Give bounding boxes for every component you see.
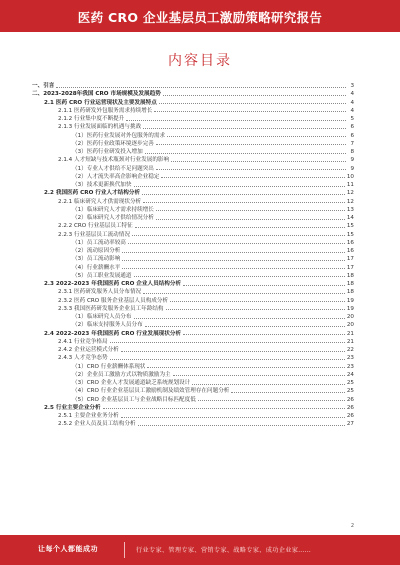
toc-entry-text: 2.4.1 行业竞争格局 [58, 338, 108, 345]
toc-leader-dots [166, 309, 345, 310]
toc-entry-text: （2）医药行业政策环境逐步完善 [72, 140, 154, 147]
toc-entry-page: 19 [346, 297, 354, 304]
toc-entry-text: 2.1.2 行业集中度不断提升 [58, 116, 125, 122]
toc-entry[interactable] [32, 165, 354, 173]
toc-entry-page: 27 [346, 421, 354, 428]
toc-entry-page: 20 [346, 314, 354, 320]
toc-leader-dots [103, 408, 345, 409]
toc-entry-text: 2.3 2022-2023 年我国医药 CRO 企业人员结构分析 [44, 281, 182, 287]
toc-entry-text: 2.3.3 我国医药研发服务企业员工年龄结构 [58, 305, 164, 312]
toc-entry-page: 4 [350, 99, 354, 106]
toc-leader-dots [134, 186, 345, 187]
toc-entry[interactable] [32, 363, 354, 371]
toc-entry-text: （2）流动原因分析 [72, 248, 121, 254]
toc-entry-page: 15 [346, 231, 354, 238]
toc-entry-text: （5）员工职业发展通道 [72, 272, 132, 279]
toc-leader-dots [161, 177, 344, 178]
toc-entry-text: （2）人才流失率高企影响企业稳定 [72, 173, 160, 180]
toc-entry[interactable] [32, 206, 354, 214]
toc-entry-page: 18 [346, 289, 354, 296]
toc-entry[interactable] [32, 90, 354, 98]
toc-entry-page: 15 [346, 223, 354, 230]
toc-entry-page: 26 [346, 396, 354, 403]
toc-entry-page: 4 [350, 107, 354, 114]
toc-entry-text: 2.2.1 临床研究人才供需现状分析 [58, 198, 142, 205]
toc-entry[interactable] [32, 272, 354, 280]
toc-entry[interactable] [32, 379, 354, 387]
toc-leader-dots [231, 392, 344, 393]
report-footer [0, 535, 400, 565]
toc-entry-text: （3）CRO 企业人才发展通道缺乏系统规划设计 [72, 380, 191, 386]
toc-entry-text: 2.4.3 人才竞争态势 [58, 355, 108, 362]
toc-entry-text: （3）员工流动影响 [72, 256, 121, 263]
toc-entry[interactable] [32, 231, 354, 239]
toc-entry-page: 18 [346, 281, 354, 287]
toc-entry-text: 2.3.2 医药 CRO 服务企业基层人员构成分析 [58, 297, 169, 304]
toc-entry[interactable] [32, 82, 354, 90]
toc-entry-page: 23 [346, 363, 354, 370]
toc-entry-text: 2.4 2022-2023 年我国医药 CRO 行业发展现状分析 [44, 330, 182, 337]
report-title: 医药 CRO 企业基层员工激励策略研究报告 [77, 10, 323, 25]
toc-entry-page: 7 [350, 140, 354, 147]
toc-entry[interactable] [32, 420, 354, 428]
table-of-contents [32, 82, 354, 429]
toc-leader-dots [143, 202, 345, 203]
toc-leader-dots [147, 367, 344, 368]
toc-entry[interactable] [32, 264, 354, 272]
toc-leader-dots [121, 351, 345, 352]
toc-entry-page: 5 [350, 116, 354, 122]
report-header [0, 0, 400, 32]
toc-entry[interactable] [32, 280, 354, 288]
toc-entry[interactable] [32, 371, 354, 379]
toc-entry[interactable] [32, 214, 354, 222]
footer-tagline: 行业专家、管理专家、营销专家、战略专家、成功企业家…… [136, 547, 312, 554]
toc-entry-text: （1）医药行业发展对外包服务的需求 [72, 132, 166, 139]
toc-entry-text: （4）CRO 行业企业基层员工激励机制及绩效管理存在问题分析 [72, 388, 230, 395]
toc-entry[interactable] [32, 156, 354, 164]
toc-entry[interactable] [32, 346, 354, 354]
toc-leader-dots [156, 219, 345, 220]
toc-entry[interactable] [32, 148, 354, 156]
toc-entry-text: （1）CRO 行业薪酬体系现状 [72, 363, 146, 370]
toc-leader-dots [122, 252, 345, 253]
toc-leader-dots [170, 301, 345, 302]
toc-leader-dots [121, 417, 345, 418]
toc-leader-dots [156, 169, 346, 170]
toc-entry-text: （3）技术更新换代加快 [72, 182, 132, 188]
toc-entry-page: 8 [350, 149, 354, 155]
toc-leader-dots [143, 293, 345, 294]
toc-entry-page: 21 [346, 338, 354, 345]
toc-entry[interactable] [32, 321, 354, 329]
toc-entry-text: （1）临床研究人才需求持续增长 [72, 206, 154, 213]
toc-leader-dots [142, 194, 345, 195]
toc-leader-dots [183, 334, 345, 335]
toc-entry-text: （1）员工流动率较高 [72, 239, 126, 246]
toc-entry-page: 25 [346, 380, 354, 386]
toc-entry-text: （1）临床研究人员分布 [72, 314, 132, 320]
toc-leader-dots [122, 260, 345, 261]
footer-slogan: 让每个人都能成功 [38, 545, 98, 553]
toc-leader-dots [135, 227, 345, 228]
toc-entry-text: 二、2023-2028年我国 CRO 市场规模及发展趋势 [32, 91, 161, 98]
toc-entry-page: 16 [346, 239, 354, 246]
toc-entry-text: 2.2.2 CRO 行业基层员工特征 [58, 223, 133, 230]
toc-entry-text: （1）专业人才供给不足问题突出 [72, 165, 154, 172]
toc-entry[interactable] [32, 313, 354, 321]
toc-leader-dots [163, 95, 346, 96]
toc-leader-dots [134, 276, 345, 277]
toc-entry[interactable] [32, 173, 354, 181]
toc-entry-text: 2.5.2 企业人员及员工结构分析 [58, 421, 136, 428]
toc-entry[interactable] [32, 297, 354, 305]
toc-leader-dots [156, 210, 345, 211]
toc-leader-dots [138, 425, 345, 426]
toc-entry-text: 2.2.3 行业基层员工流动情况 [58, 231, 130, 238]
toc-leader-dots [156, 144, 346, 145]
toc-entry[interactable] [32, 198, 354, 206]
toc-leader-dots [145, 153, 346, 154]
toc-entry[interactable] [32, 189, 354, 197]
toc-entry-text: （4）行业薪酬水平 [72, 264, 121, 271]
toc-entry[interactable] [32, 255, 354, 263]
toc-entry-page: 11 [346, 182, 354, 188]
toc-entry-page: 3 [350, 83, 354, 89]
toc-entry[interactable] [32, 115, 354, 123]
toc-entry-page: 14 [346, 215, 354, 221]
toc-entry-page: 24 [346, 371, 354, 378]
toc-leader-dots [171, 161, 346, 162]
toc-leader-dots [122, 268, 345, 269]
toc-entry-page: 12 [346, 190, 354, 197]
toc-entry-page: 26 [346, 413, 354, 419]
toc-entry-page: 25 [346, 388, 354, 395]
page-number: 2 [350, 523, 354, 529]
toc-leader-dots [126, 120, 346, 121]
toc-entry-text: （2）临床研究人才供给情况分析 [72, 215, 154, 221]
toc-entry-text: 2.5.1 主要企业业务分析 [58, 413, 119, 419]
toc-entry[interactable] [32, 247, 354, 255]
toc-entry-page: 26 [346, 404, 354, 411]
toc-leader-dots [145, 326, 345, 327]
toc-leader-dots [173, 375, 345, 376]
toc-heading: 内容目录 [168, 53, 232, 69]
toc-entry-page: 19 [346, 305, 354, 312]
toc-leader-dots [132, 235, 345, 236]
toc-entry-page: 20 [346, 322, 354, 329]
toc-entry[interactable] [32, 132, 354, 140]
toc-entry[interactable] [32, 412, 354, 420]
toc-entry[interactable] [32, 387, 354, 395]
toc-entry-text: 2.2 我国医药 CRO 行业人才结构分析 [44, 190, 141, 197]
toc-entry-text: （3）医药行业研发投入增加 [72, 149, 143, 155]
toc-leader-dots [56, 87, 346, 88]
toc-leader-dots [134, 318, 345, 319]
toc-entry-page: 4 [350, 91, 354, 98]
toc-entry[interactable] [32, 404, 354, 412]
toc-entry[interactable] [32, 99, 354, 107]
toc-entry-text: 2.1.1 医药研发外包服务需求持续增长 [58, 107, 153, 114]
toc-entry-text: 2.1.3 行业发展面临的机遇与挑战 [58, 124, 142, 131]
toc-entry[interactable] [32, 140, 354, 148]
toc-entry[interactable] [32, 181, 354, 189]
toc-entry-page: 23 [346, 355, 354, 362]
toc-entry-text: 2.4.2 企业运营模式分析 [58, 347, 119, 353]
toc-entry-page: 9 [350, 165, 354, 172]
footer-divider [124, 542, 125, 558]
toc-leader-dots [192, 384, 345, 385]
toc-entry-page: 6 [350, 132, 354, 139]
toc-entry-page: 17 [346, 264, 354, 271]
toc-entry-page: 10 [346, 173, 354, 180]
toc-leader-dots [143, 128, 346, 129]
toc-entry-page: 9 [350, 157, 354, 164]
toc-entry-page: 16 [346, 248, 354, 254]
toc-entry[interactable] [32, 354, 354, 362]
toc-entry-page: 21 [346, 330, 354, 337]
toc-leader-dots [154, 111, 346, 112]
toc-leader-dots [183, 285, 345, 286]
toc-entry-text: 一、引言 [32, 83, 55, 89]
toc-entry[interactable] [32, 123, 354, 131]
toc-leader-dots [167, 136, 346, 137]
toc-entry-page: 12 [346, 198, 354, 205]
toc-entry[interactable] [32, 305, 354, 313]
toc-entry-text: （2）企业员工激励方式以物质激励为主 [72, 371, 171, 378]
toc-entry[interactable] [32, 107, 354, 115]
toc-leader-dots [128, 243, 345, 244]
toc-entry[interactable] [32, 288, 354, 296]
toc-entry[interactable] [32, 222, 354, 230]
toc-entry-page: 13 [346, 206, 354, 213]
toc-entry[interactable] [32, 239, 354, 247]
toc-entry[interactable] [32, 338, 354, 346]
toc-entry-page: 18 [346, 272, 354, 279]
toc-entry[interactable] [32, 330, 354, 338]
toc-entry-text: 2.5 行业主要企业分析 [44, 404, 101, 411]
toc-entry-text: 2.3.1 医药研发服务人员分布情况 [58, 289, 142, 296]
toc-entry-text: （5）CRO 企业基层员工与企业战略目标匹配度低 [72, 396, 196, 403]
toc-entry-page: 22 [346, 347, 354, 353]
toc-entry-text: 2.1 医药 CRO 行业运营现状及主要发展特点 [44, 99, 157, 106]
toc-leader-dots [110, 359, 345, 360]
toc-entry[interactable] [32, 396, 354, 404]
toc-leader-dots [198, 400, 345, 401]
toc-entry-page: 17 [346, 256, 354, 263]
toc-entry-text: 2.1.4 人才短缺与技术瓶颈对行业发展的影响 [58, 157, 170, 164]
toc-leader-dots [159, 103, 346, 104]
toc-entry-page: 6 [350, 124, 354, 131]
toc-entry-text: （2）临床支持服务人员分布 [72, 322, 143, 329]
toc-leader-dots [110, 342, 345, 343]
